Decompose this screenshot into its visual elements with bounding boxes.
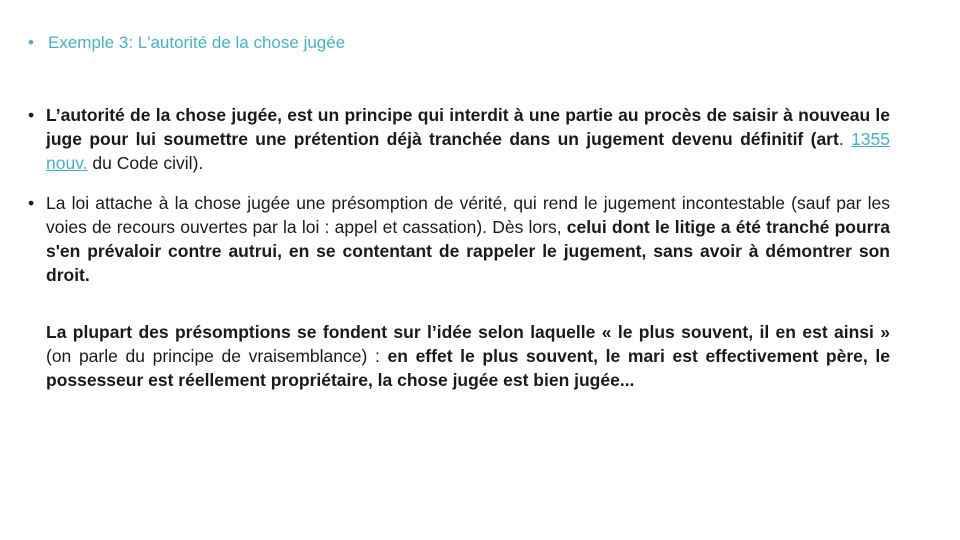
presumption-plain-text: La loi attache à la chose jugée une présomption de vérité, qui rend le jugement incontestable (sauf par les voies de recours ouvertes par la loi : appel et cassation). Dès lors, xyxy=(46,193,890,237)
definition-dot: . xyxy=(838,129,852,149)
bullet-item-presumption xyxy=(28,191,890,287)
paragraph-plain: (on parle du principe de vraisemblance) : xyxy=(46,346,388,366)
bullet-marker: • xyxy=(28,193,35,213)
bullet-text xyxy=(46,103,890,175)
heading-bullet: • xyxy=(28,33,34,52)
bullet-text xyxy=(46,191,890,287)
bullet-item-definition xyxy=(28,103,890,175)
bullet-marker: • xyxy=(28,105,35,125)
paragraph-bold-2: en effet le plus souvent, le mari est effectivement père, le possesseur est réellement propriétaire, la chose jugée est bien jugée... xyxy=(46,346,890,390)
definition-bold-text: L’autorité de la chose jugée, est un principe qui interdit à une partie au procès de saisir à nouveau le juge pour lui soumettre une prétention déjà tranchée dans un jugement devenu définitif (art xyxy=(46,105,890,149)
definition-tail: du Code civil). xyxy=(87,153,204,173)
explanation-paragraph xyxy=(46,320,890,392)
presumption-bold-text: celui dont le litige a été tranché pourra s'en prévaloir contre autrui, en se contentant de rappeler le jugement, sans avoir à démontrer son droit. xyxy=(46,217,891,285)
paragraph-bold-1: La plupart des présomptions se fondent sur l’idée selon laquelle « le plus souvent, il en est ainsi » xyxy=(46,322,890,342)
article-link[interactable]: 1355 nouv. xyxy=(46,129,890,173)
heading-text: Exemple 3: L'autorité de la chose jugée xyxy=(48,33,346,52)
slide-heading xyxy=(28,33,345,53)
